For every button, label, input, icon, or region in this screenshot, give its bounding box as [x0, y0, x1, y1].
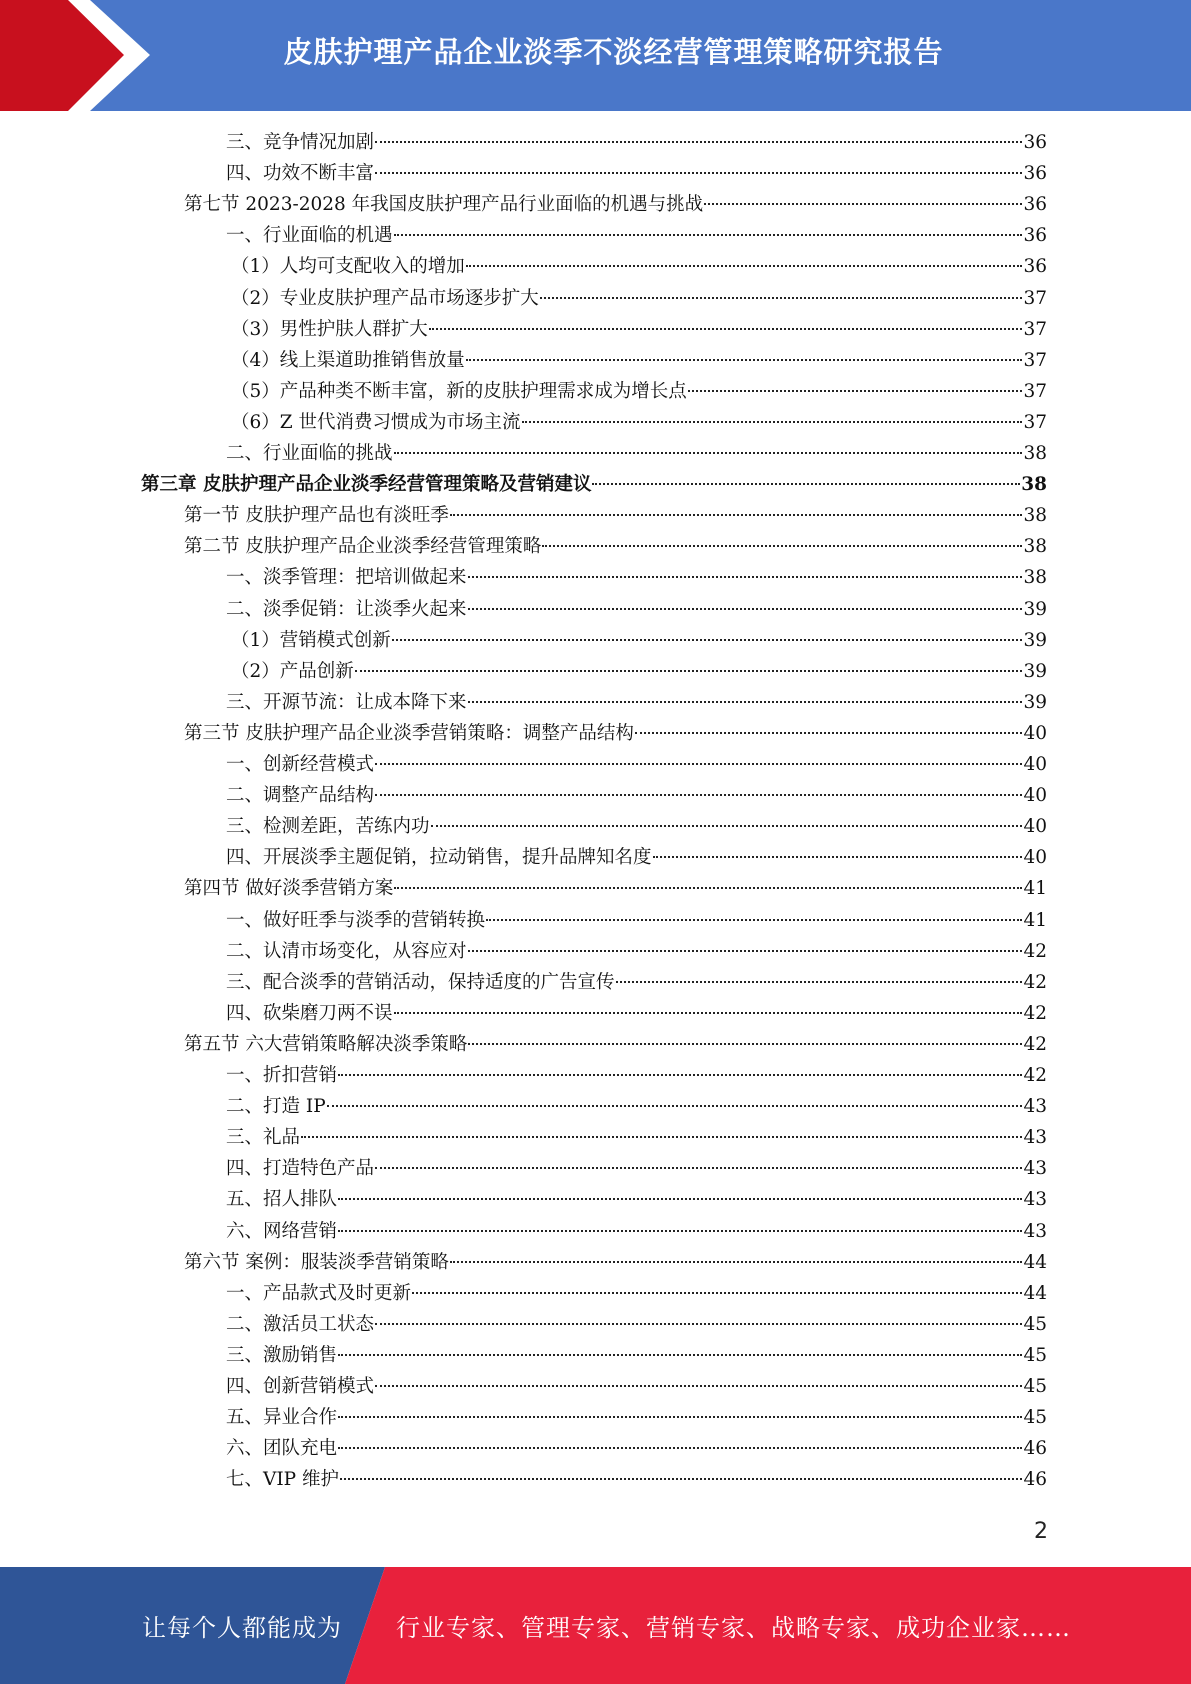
- toc-entry-title: 五、异业合作: [226, 1407, 338, 1429]
- page-header: [0, 0, 1191, 111]
- toc-entry-page: 36: [1023, 163, 1047, 185]
- toc-entry-title: 第七节 2023-2028 年我国皮肤护理产品行业面临的机遇与挑战: [184, 194, 704, 216]
- toc-entry[interactable]: [231, 251, 1047, 282]
- toc-leader-dots: [375, 762, 1022, 765]
- toc-entry-title: 第二节 皮肤护理产品企业淡季经营管理策略: [184, 536, 542, 558]
- toc-entry-title: 一、淡季管理：把培训做起来: [226, 567, 467, 589]
- toc-entry[interactable]: [226, 1340, 1047, 1371]
- toc-entry-title: 二、行业面临的挑战: [226, 443, 393, 464]
- toc-entry-page: 45: [1023, 1407, 1047, 1429]
- toc-leader-dots: [522, 420, 1023, 423]
- toc-leader-dots: [468, 607, 1023, 610]
- toc-entry[interactable]: [226, 905, 1047, 936]
- toc-entry-title: 第六节 案例：服装淡季营销策略: [184, 1251, 449, 1273]
- toc-entry-page: 38: [1023, 567, 1047, 589]
- toc-entry-page: 37: [1023, 380, 1047, 402]
- toc-entry-title: 三、开源节流：让成本降下来: [226, 691, 467, 713]
- toc-entry[interactable]: [141, 469, 1047, 500]
- toc-leader-dots: [338, 1353, 1022, 1356]
- toc-entry-title: 四、功效不断丰富: [226, 163, 375, 185]
- toc-entry-title: （4）线上渠道助推销售放量: [231, 349, 465, 371]
- footer-slogan-left: 让每个人都能成为: [142, 1614, 342, 1642]
- toc-entry-title: 四、打造特色产品: [226, 1158, 375, 1180]
- toc-entry-title: 第一节 皮肤护理产品也有淡旺季: [184, 505, 449, 527]
- toc-entry-title: 三、竞争情况加剧: [226, 132, 375, 153]
- toc-entry-page: 37: [1023, 287, 1047, 309]
- toc-leader-dots: [338, 1073, 1022, 1076]
- toc-leader-dots: [468, 949, 1023, 952]
- toc-entry-page: 36: [1023, 132, 1047, 153]
- toc-entry-page: 46: [1023, 1469, 1047, 1491]
- toc-entry-page: 43: [1023, 1189, 1047, 1211]
- toc-entry-page: 45: [1023, 1313, 1047, 1335]
- toc-leader-dots: [635, 731, 1023, 734]
- page-number: 2: [1034, 1519, 1048, 1544]
- toc-entry-page: 36: [1023, 256, 1047, 278]
- toc-entry-page: 38: [1023, 505, 1047, 527]
- toc-entry[interactable]: [226, 1278, 1047, 1309]
- toc-entry-title: 一、行业面临的机遇: [226, 225, 393, 247]
- toc-entry-page: 41: [1023, 909, 1047, 931]
- toc-entry-page: 44: [1023, 1251, 1047, 1273]
- toc-entry[interactable]: [231, 314, 1047, 345]
- toc-entry[interactable]: [226, 1433, 1047, 1464]
- toc-entry[interactable]: [184, 1247, 1047, 1278]
- toc-entry-page: 42: [1023, 1033, 1047, 1055]
- toc-entry-title: 四、开展淡季主题促销，拉动销售，提升品牌知名度: [226, 847, 652, 869]
- report-title: 皮肤护理产品企业淡季不淡经营管理策略研究报告: [283, 34, 944, 69]
- toc-entry[interactable]: [226, 749, 1047, 780]
- toc-entry-page: 44: [1023, 1282, 1047, 1304]
- toc-entry[interactable]: [226, 967, 1047, 998]
- toc-entry-page: 39: [1023, 660, 1047, 682]
- toc-leader-dots: [542, 544, 1022, 547]
- toc-entry[interactable]: [231, 625, 1047, 656]
- toc-entry-title: 四、创新营销模式: [226, 1376, 375, 1397]
- toc-leader-dots: [375, 1384, 1022, 1387]
- toc-entry-title: 二、认清市场变化，从容应对: [226, 940, 467, 962]
- toc-leader-dots: [412, 1291, 1022, 1294]
- toc-entry-title: 二、淡季促销：让淡季火起来: [226, 598, 467, 620]
- toc-leader-dots: [704, 202, 1022, 205]
- toc-entry[interactable]: [226, 562, 1047, 593]
- toc-leader-dots: [394, 886, 1022, 889]
- toc-entry-title: （1）人均可支配收入的增加: [231, 256, 465, 278]
- toc-entry[interactable]: [226, 1184, 1047, 1215]
- toc-entry-title: （5）产品种类不断丰富，新的皮肤护理需求成为增长点: [231, 380, 687, 402]
- toc-entry[interactable]: [184, 189, 1047, 220]
- toc-entry[interactable]: [226, 1091, 1047, 1122]
- toc-leader-dots: [688, 389, 1023, 392]
- toc-entry[interactable]: [226, 594, 1047, 625]
- toc-entry-title: （2）专业皮肤护理产品市场逐步扩大: [231, 287, 539, 309]
- toc-leader-dots: [338, 1446, 1022, 1449]
- toc-entry-page: 38: [1023, 443, 1047, 464]
- toc-leader-dots: [592, 482, 1020, 485]
- toc-entry[interactable]: [184, 718, 1047, 749]
- toc-entry[interactable]: [231, 656, 1047, 687]
- toc-entry-page: 41: [1023, 878, 1047, 900]
- toc-entry-page: 37: [1023, 349, 1047, 371]
- toc-entry-title: 第四节 做好淡季营销方案: [184, 878, 394, 900]
- toc-leader-dots: [375, 793, 1022, 796]
- toc-entry[interactable]: [231, 345, 1047, 376]
- toc-entry-page: 42: [1023, 971, 1047, 993]
- toc-entry-title: 第三章 皮肤护理产品企业淡季经营管理策略及营销建议: [141, 474, 592, 496]
- toc-entry[interactable]: [226, 998, 1047, 1029]
- toc-entry-page: 40: [1023, 722, 1047, 744]
- toc-entry-title: （1）营销模式创新: [231, 629, 391, 651]
- toc-entry-title: 六、网络营销: [226, 1220, 338, 1242]
- toc-entry-page: 42: [1023, 1002, 1047, 1024]
- toc-leader-dots: [394, 1011, 1023, 1014]
- toc-entry-page: 40: [1023, 816, 1047, 838]
- toc-leader-dots: [327, 1104, 1023, 1107]
- toc-entry-page: 46: [1023, 1438, 1047, 1460]
- toc-entry[interactable]: [231, 376, 1047, 407]
- toc-entry-title: 第三节 皮肤护理产品企业淡季营销策略：调整产品结构: [184, 722, 634, 744]
- toc-entry-title: 二、调整产品结构: [226, 785, 375, 807]
- toc-entry-page: 43: [1023, 1158, 1047, 1180]
- toc-entry[interactable]: [226, 1309, 1047, 1340]
- toc-entry[interactable]: [226, 1153, 1047, 1184]
- toc-entry-page: 43: [1023, 1220, 1047, 1242]
- toc-entry-title: 七、VIP 维护: [226, 1469, 339, 1491]
- toc-leader-dots: [340, 1477, 1022, 1480]
- toc-entry[interactable]: [226, 1216, 1047, 1247]
- toc-entry[interactable]: [226, 1122, 1047, 1153]
- toc-entry-title: 六、团队充电: [226, 1438, 338, 1460]
- toc-entry-page: 37: [1023, 318, 1047, 340]
- toc-entry-page: 39: [1023, 691, 1047, 713]
- toc-entry-title: 一、折扣营销: [226, 1065, 338, 1086]
- toc-leader-dots: [338, 1415, 1022, 1418]
- toc-entry[interactable]: [226, 1060, 1047, 1091]
- toc-entry-title: 三、激励销售: [226, 1344, 338, 1366]
- toc-entry[interactable]: [231, 283, 1047, 314]
- toc-entry-page: 40: [1023, 785, 1047, 807]
- toc-leader-dots: [540, 296, 1023, 299]
- toc-entry-title: 三、配合淡季的营销活动，保持适度的广告宣传: [226, 971, 615, 993]
- toc-entry-page: 45: [1023, 1376, 1047, 1397]
- toc-entry-page: 40: [1023, 847, 1047, 869]
- toc-entry-title: （2）产品创新: [231, 660, 354, 682]
- toc-entry[interactable]: [226, 220, 1047, 251]
- toc-entry[interactable]: [226, 158, 1047, 189]
- toc-entry-page: 38: [1021, 474, 1047, 496]
- toc-entry-title: 二、打造 IP: [226, 1096, 326, 1118]
- toc-entry-title: 一、做好旺季与淡季的营销转换: [226, 909, 486, 931]
- toc-leader-dots: [616, 980, 1023, 983]
- toc-leader-dots: [375, 171, 1022, 174]
- toc-entry[interactable]: [184, 1029, 1047, 1060]
- toc-leader-dots: [486, 918, 1022, 921]
- toc-entry-title: 四、砍柴磨刀两不误: [226, 1002, 393, 1024]
- toc-entry-title: 三、检测差距，苦练内功: [226, 816, 430, 838]
- toc-entry-title: 第五节 六大营销策略解决淡季策略: [184, 1033, 468, 1055]
- page-footer: [0, 1567, 1191, 1684]
- toc-leader-dots: [466, 358, 1023, 361]
- toc-entry[interactable]: [184, 500, 1047, 531]
- toc-leader-dots: [450, 1260, 1023, 1263]
- toc-entry-page: 39: [1023, 598, 1047, 620]
- toc-leader-dots: [338, 1229, 1022, 1232]
- toc-entry-page: 42: [1023, 1065, 1047, 1086]
- footer-slogan-right: 行业专家、管理专家、营销专家、战略专家、成功企业家……: [396, 1614, 1071, 1642]
- toc-leader-dots: [431, 824, 1023, 827]
- toc-entry-title: 二、激活员工状态: [226, 1313, 375, 1335]
- toc-entry-page: 42: [1023, 940, 1047, 962]
- toc-leader-dots: [338, 1197, 1022, 1200]
- toc-entry-title: 一、创新经营模式: [226, 754, 375, 775]
- toc-entry-page: 38: [1023, 536, 1047, 558]
- toc-entry[interactable]: [226, 1402, 1047, 1433]
- toc-leader-dots: [375, 1322, 1022, 1325]
- toc-entry-page: 43: [1023, 1127, 1047, 1149]
- toc-leader-dots: [450, 513, 1023, 516]
- toc-entry-title: （6）Z 世代消费习惯成为市场主流: [231, 411, 521, 433]
- toc-entry-page: 36: [1023, 225, 1047, 247]
- toc-entry-page: 36: [1023, 194, 1047, 216]
- toc-leader-dots: [653, 855, 1023, 858]
- toc-leader-dots: [468, 575, 1023, 578]
- toc-entry-page: 40: [1023, 754, 1047, 775]
- toc-leader-dots: [394, 451, 1023, 454]
- toc-leader-dots: [301, 1135, 1022, 1138]
- toc-entry-title: 三、礼品: [226, 1127, 301, 1149]
- toc-entry-page: 45: [1023, 1344, 1047, 1366]
- toc-entry-page: 39: [1023, 629, 1047, 651]
- toc-entry[interactable]: [184, 873, 1047, 904]
- toc-entry-title: 五、招人排队: [226, 1189, 338, 1211]
- toc-leader-dots: [466, 264, 1023, 267]
- toc-leader-dots: [468, 1042, 1022, 1045]
- toc-entry-title: 一、产品款式及时更新: [226, 1282, 412, 1304]
- toc-entry-title: （3）男性护肤人群扩大: [231, 318, 428, 340]
- toc-leader-dots: [394, 233, 1023, 236]
- toc-entry[interactable]: [226, 438, 1047, 469]
- toc-entry[interactable]: [226, 842, 1047, 873]
- toc-leader-dots: [375, 1166, 1022, 1169]
- toc-leader-dots: [355, 669, 1023, 672]
- toc-entry[interactable]: [226, 1464, 1047, 1495]
- toc-entry-page: 37: [1023, 411, 1047, 433]
- toc-entry-page: 43: [1023, 1096, 1047, 1118]
- toc-entry[interactable]: [226, 127, 1047, 158]
- toc-entry[interactable]: [184, 531, 1047, 562]
- toc-leader-dots: [468, 700, 1023, 703]
- toc-entry[interactable]: [226, 811, 1047, 842]
- toc-entry[interactable]: [226, 1371, 1047, 1402]
- toc-leader-dots: [375, 140, 1022, 143]
- toc-leader-dots: [429, 327, 1023, 330]
- toc-entry[interactable]: [226, 936, 1047, 967]
- toc-entry[interactable]: [226, 687, 1047, 718]
- toc-leader-dots: [392, 638, 1023, 641]
- toc-entry[interactable]: [226, 780, 1047, 811]
- toc-entry[interactable]: [231, 407, 1047, 438]
